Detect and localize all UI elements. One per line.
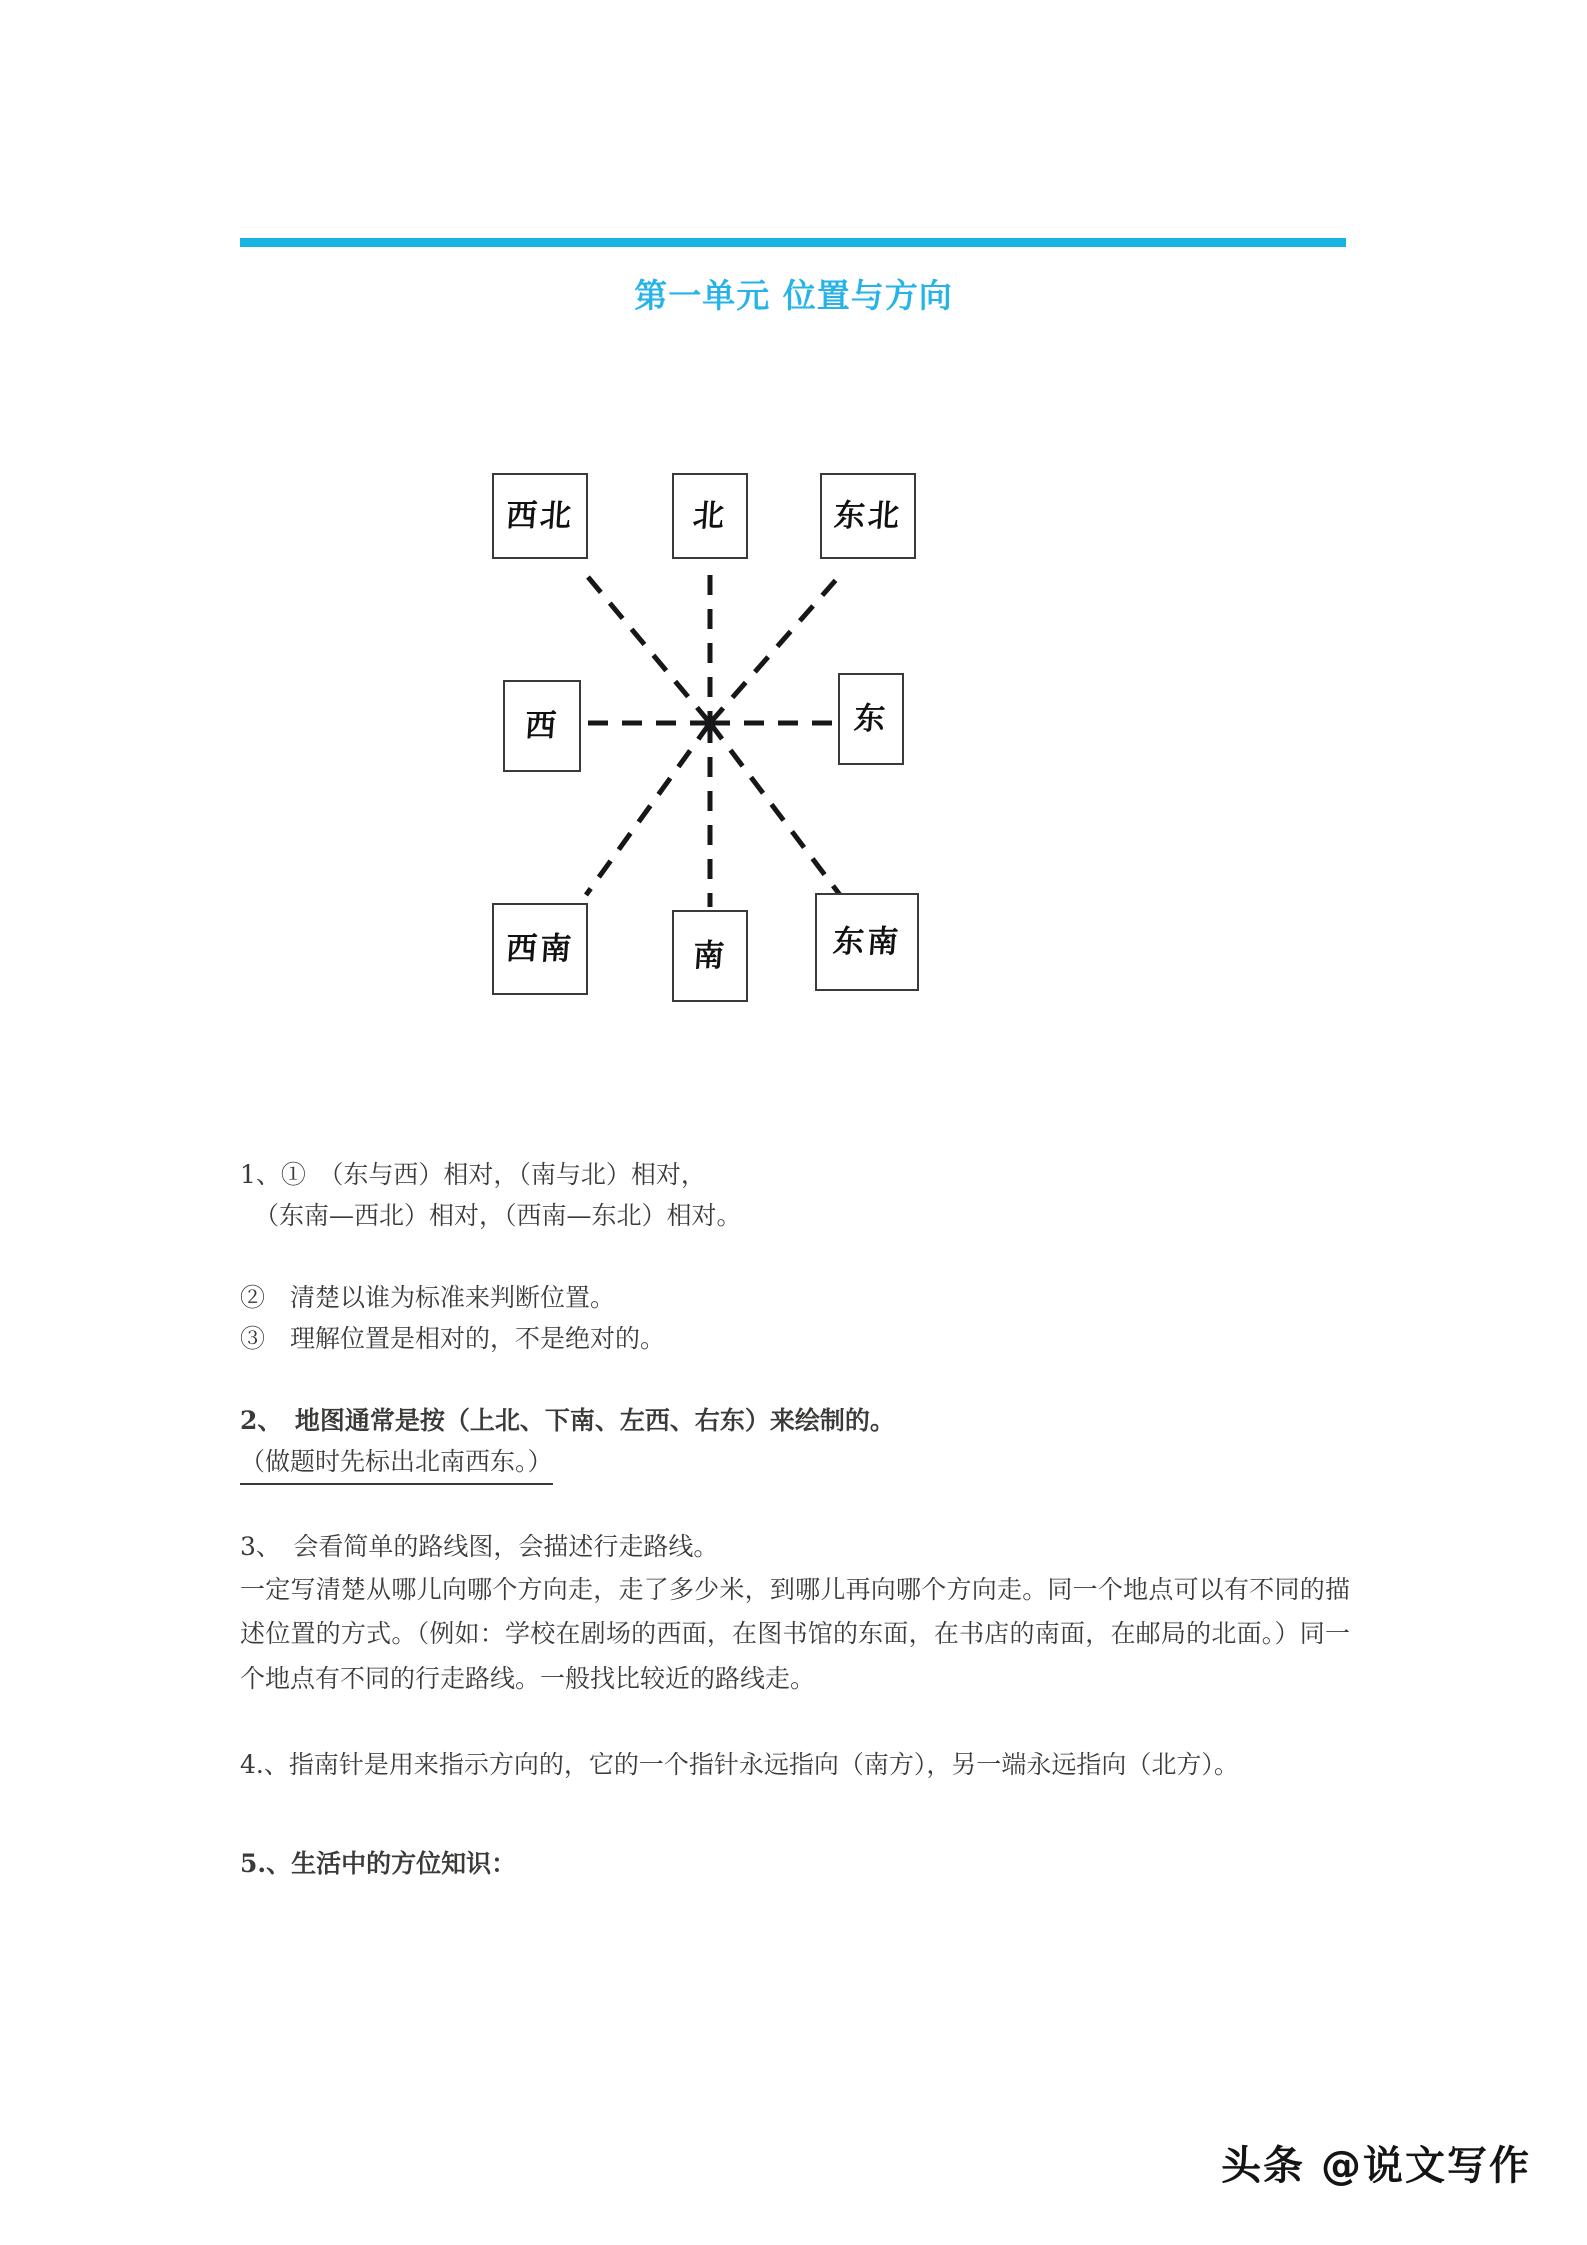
compass-box-southeast: [815, 893, 919, 991]
compass-label-north: 北: [691, 497, 729, 534]
header-divider-rule: [240, 238, 1346, 247]
note-item-3: [240, 1527, 1350, 1701]
compass-label-southeast: 东南: [831, 923, 903, 960]
note-item-1: [240, 1155, 1350, 1236]
spacer: [240, 1236, 1350, 1278]
compass-label-northeast: 东北: [832, 497, 904, 534]
page-title: 第一单元 位置与方向: [634, 276, 953, 315]
compass-box-east: [838, 673, 904, 765]
compass-box-west: [503, 680, 581, 772]
item1-line4: ③ 理解位置是相对的，不是绝对的。: [240, 1323, 666, 1353]
note-item-1-sub: [240, 1278, 1350, 1359]
compass-box-northeast: [820, 473, 916, 559]
spacer: [240, 1359, 1350, 1401]
compass-label-south: 南: [691, 937, 729, 974]
note-item-4: [240, 1743, 1350, 1788]
item4-line1: 4.、指南针是用来指示方向的，它的一个指针永远指向（南方），另一端永远指向（北方）。: [240, 1750, 1239, 1779]
compass-label-west: 西: [523, 707, 561, 744]
compass-box-northwest: [492, 473, 588, 559]
compass-label-southwest: 西南: [504, 930, 576, 967]
compass-box-north: [672, 473, 748, 559]
item1-line2: （东南—西北）相对，（西南—东北）相对。: [254, 1200, 742, 1230]
spacer: [240, 1485, 1350, 1527]
item3-line1: 3、 会看简单的路线图，会描述行走路线。: [240, 1532, 719, 1561]
item1-line3: ② 清楚以谁为标准来判断位置。: [240, 1283, 616, 1312]
item2-line1: 2、 地图通常是按（上北、下南、左西、右东）来绘制的。: [240, 1406, 895, 1435]
spacer: [240, 1701, 1350, 1743]
item2-note: [240, 1442, 1350, 1486]
item5-line1: 5.、生活中的方位知识：: [240, 1848, 517, 1878]
note-item-2: [240, 1401, 1350, 1485]
watermark: 头条 @说文写作: [1221, 2143, 1531, 2189]
compass-box-south: [672, 910, 748, 1002]
item2-note-underlined: （做题时先标出北南西东。）: [240, 1442, 553, 1486]
item3-paragraph: 一定写清楚从哪儿向哪个方向走，走了多少米，到哪儿再向哪个方向走。同一个地点可以有不同的描述位置的方式。（例如：学校在剧场的西面，在图书馆的东面，在书店的南面，在邮局的北面。）同一个地点有不同的行走路线。一般找比较近的路线走。: [240, 1574, 1350, 1693]
spacer: [240, 1788, 1350, 1844]
document-body: [240, 1155, 1350, 1884]
note-item-5: [240, 1844, 1350, 1885]
item1-line1: 1、① （东与西）相对，（南与北）相对，: [240, 1160, 706, 1189]
compass-label-east: 东: [852, 700, 890, 737]
compass-box-southwest: [492, 903, 588, 995]
compass-label-northwest: 西北: [504, 497, 576, 534]
compass-diagram: [470, 455, 1110, 1075]
